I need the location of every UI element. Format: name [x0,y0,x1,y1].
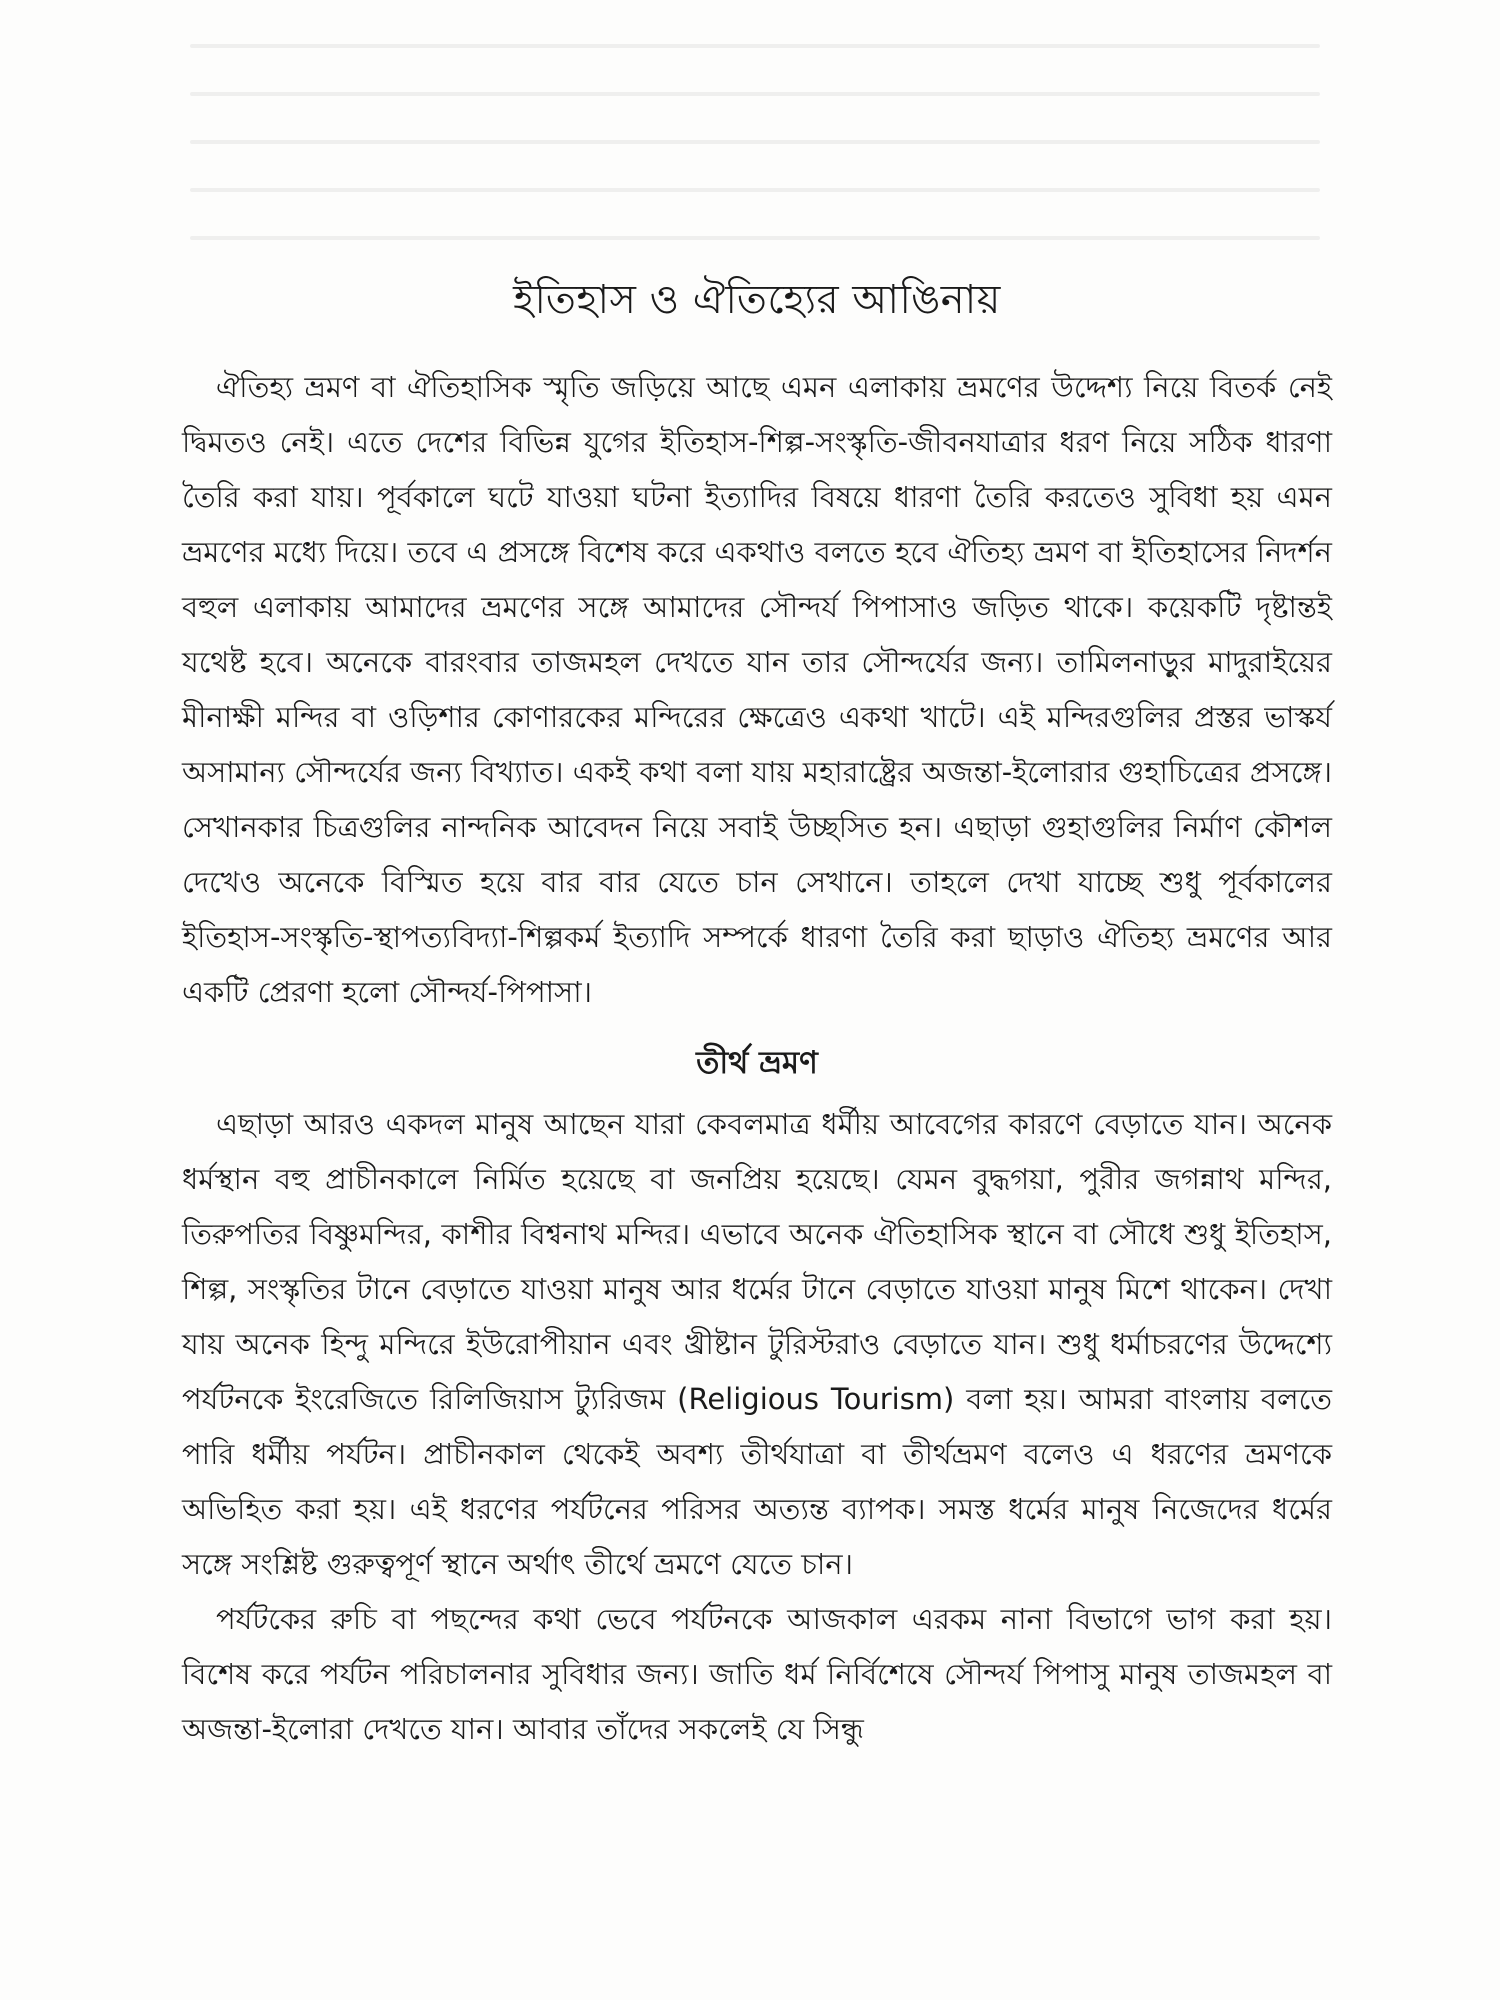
paragraph-religious-tourism: এছাড়া আরও একদল মানুষ আছেন যারা কেবলমাত্র ধর্মীয় আবেগের কারণে বেড়াতে যান। অনেক ধর্মস্থান বহু প্রাচীনকালে নির্মিত হয়েছে বা জনপ্রিয় হয়েছে। যেমন বুদ্ধগয়া, পুরীর জগন্নাথ মন্দির, তিরুপতির বিষ্ণুমন্দির, কাশীর বিশ্বনাথ মন্দির। এভাবে অনেক ঐতিহাসিক স্থানে বা সৌধে শুধু ইতিহাস, শিল্প, সংস্কৃতির টানে বেড়াতে যাওয়া মানুষ আর ধর্মের টানে বেড়াতে যাওয়া মানুষ মিশে থাকেন। দেখা যায় অনেক হিন্দু মন্দিরে ইউরোপীয়ান এবং খ্রীষ্টান টুরিস্টরাও বেড়াতে যান। শুধু ধর্মাচরণের উদ্দেশ্যে পর্যটনকে ইংরেজিতে রিলিজিয়াস ট্যুরিজম (Religious Tourism) বলা হয়। আমরা বাংলায় বলতে পারি ধর্মীয় পর্যটন। প্রাচীনকাল থেকেই অবশ্য তীর্থযাত্রা বা তীর্থভ্রমণ বলেও এ ধরণের ভ্রমণকে অভিহিত করা হয়। এই ধরণের পর্যটনের পরিসর অত্যন্ত ব্যাপক। সমস্ত ধর্মের মানুষ নিজেদের ধর্মের সঙ্গে সংশ্লিষ্ট গুরুত্বপূর্ণ স্থানে অর্থাৎ তীর্থে ভ্রমণে যেতে চান। [182,1107,1332,1581]
section-heading-pilgrimage: তীর্থ ভ্রমণ [696,1045,818,1081]
paragraph-tourism-categories: পর্যটকের রুচি বা পছন্দের কথা ভেবে পর্যটনকে আজকাল এরকম নানা বিভাগে ভাগ করা হয়। বিশেষ করে পর্যটন পরিচালনার সুবিধার জন্য। জাতি ধর্ম নির্বিশেষে সৌন্দর্য পিপাসু মানুষ তাজমহল বা অজন্তা-ইলোরা দেখতে যান। আবার তাঁদের সকলেই যে সিন্ধু [182,1602,1332,1746]
chapter-heading: ইতিহাস ও ঐতিহ্যের আঙিনায় [513,277,1001,323]
paragraph-heritage-travel: ঐতিহ্য ভ্রমণ বা ঐতিহাসিক স্মৃতি জড়িয়ে আছে এমন এলাকায় ভ্রমণের উদ্দেশ্য নিয়ে বিতর্ক নেই দ্বিমতও নেই। এতে দেশের বিভিন্ন যুগের ইতিহাস-শিল্প-সংস্কৃতি-জীবনযাত্রার ধরণ নিয়ে সঠিক ধারণা তৈরি করা যায়। পূর্বকালে ঘটে যাওয়া ঘটনা ইত্যাদির বিষয়ে ধারণা তৈরি করতেও সুবিধা হয় এমন ভ্রমণের মধ্যে দিয়ে। তবে এ প্রসঙ্গে বিশেষ করে একথাও বলতে হবে ঐতিহ্য ভ্রমণ বা ইতিহাসের নিদর্শন বহুল এলাকায় আমাদের ভ্রমণের সঙ্গে আমাদের সৌন্দর্য পিপাসাও জড়িত থাকে। কয়েকটি দৃষ্টান্তই যথেষ্ট হবে। অনেকে বারংবার তাজমহল দেখতে যান তার সৌন্দর্যের জন্য। তামিলনাড়ুর মাদুরাইয়ের মীনাক্ষী মন্দির বা ওড়িশার কোণারকের মন্দিরের ক্ষেত্রেও একথা খাটে। এই মন্দিরগুলির প্রস্তর ভাস্কর্য অসামান্য সৌন্দর্যের জন্য বিখ্যাত। একই কথা বলা যায় মহারাষ্ট্রের অজন্তা-ইলোরার গুহাচিত্রের প্রসঙ্গে। সেখানকার চিত্রগুলির নান্দনিক আবেদন নিয়ে সবাই উচ্ছসিত হন। এছাড়া গুহাগুলির নির্মাণ কৌশল দেখেও অনেকে বিস্মিত হয়ে বার বার যেতে চান সেখানে। তাহলে দেখা যাচ্ছে শুধু পূর্বকালের ইতিহাস-সংস্কৃতি-স্থাপত্যবিদ্যা-শিল্পকর্ম ইত্যাদি সম্পর্কে ধারণা তৈরি করা ছাড়াও ঐতিহ্য ভ্রমণের আর একটি প্রেরণা হলো সৌন্দর্য-পিপাসা। [182,370,1332,1009]
page-content [182,270,1332,1757]
show-through-text [190,0,1320,250]
